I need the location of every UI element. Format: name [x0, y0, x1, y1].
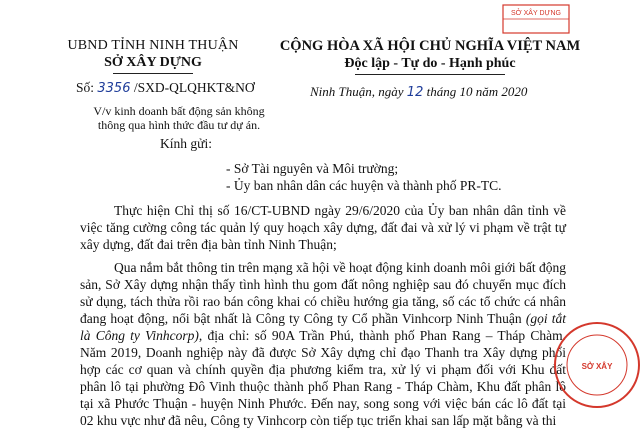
handwritten-number: 3356: [97, 81, 131, 96]
document-subject: V/v kinh doanh bất động sản không thông qua hình thức đầu tư dự án.: [93, 104, 265, 132]
official-seal-icon: [552, 320, 642, 410]
nation-title: CỘNG HÒA XÃ HỘI CHỦ NGHĨA VIỆT NAM: [279, 38, 581, 54]
received-stamp-icon: [502, 4, 570, 34]
body-paragraph: Qua nắm bắt thông tin trên mạng xã hội về hoạt động kinh doanh môi giới bất động sản, Sở Xây dựng nhận thấy tình hình thu gom đất nông nghiệp sau đó chuyển mục đích sử dụng, tách thửa rồi rao bán công khai có chiều hướng gia tăng, số các tổ chức cá nhân đang hoạt động, nổi bật nhất là Công ty Công ty Cổ phần Vinhcorp Ninh Thuận (gọi tắt là Công ty Vinhcorp), địa chỉ: số 90A Trần Phú, thành phố Phan Rang – Tháp Chàm. Năm 2019, Doanh nghiệp này đã được Sở Xây dựng chỉ đạo Thanh tra Xây dựng phối hợp các cơ quan và chính quyền địa phương kiểm tra, xử lý vi phạm đối với Khu đất phân lô tại phường Đô Vinh thuộc thành phố Phan Rang - Tháp Chàm, Khu đất phân lô tại xã Phước Thuận - huyện Ninh Phước. Đến nay, song song với việc bán các lô đất tại 02 khu vực như đã nêu, Công ty Vinhcorp còn tiếp tục triển khai san lấp mặt bằng và thi: [80, 260, 567, 428]
greeting: Kính gửi:: [160, 136, 212, 151]
handwritten-day: 12: [406, 85, 424, 100]
place-date: Ninh Thuận, ngày 12 tháng 10 năm 2020: [310, 84, 528, 100]
national-header: [272, 38, 588, 75]
document-number: Số: 3356 /SXD-QLQHKT&NƠ: [76, 80, 255, 96]
svg-text:SỞ XÂY: SỞ XÂY: [581, 362, 613, 371]
body-paragraph: Thực hiện Chỉ thị số 16/CT-UBND ngày 29/6/2020 của Ủy ban nhân dân tỉnh về việc tăng cường công tác quản lý quy hoạch xây dựng, đất đai và xử lý vi phạm về trật tự xây dựng, đất đai trên địa bàn tỉnh Ninh Thuận;: [80, 203, 566, 252]
recipient-item: - Ủy ban nhân dân các huyện và thành phố PR-TC.: [226, 178, 502, 193]
svg-text:SỞ XÂY DỰNG: SỞ XÂY DỰNG: [511, 10, 561, 17]
motto-underline: [355, 74, 505, 75]
gov-name: UBND TỈNH NINH THUẬN: [67, 38, 239, 53]
recipient-item: - Sở Tài nguyên và Môi trường;: [226, 161, 399, 176]
national-motto: Độc lập - Tự do - Hạnh phúc: [344, 56, 516, 71]
dept-underline: [113, 73, 193, 74]
issuer-header: [42, 38, 264, 74]
document-body: [80, 202, 566, 429]
dept-name: SỞ XÂY DỰNG: [104, 55, 202, 70]
recipients-list: [226, 160, 502, 194]
